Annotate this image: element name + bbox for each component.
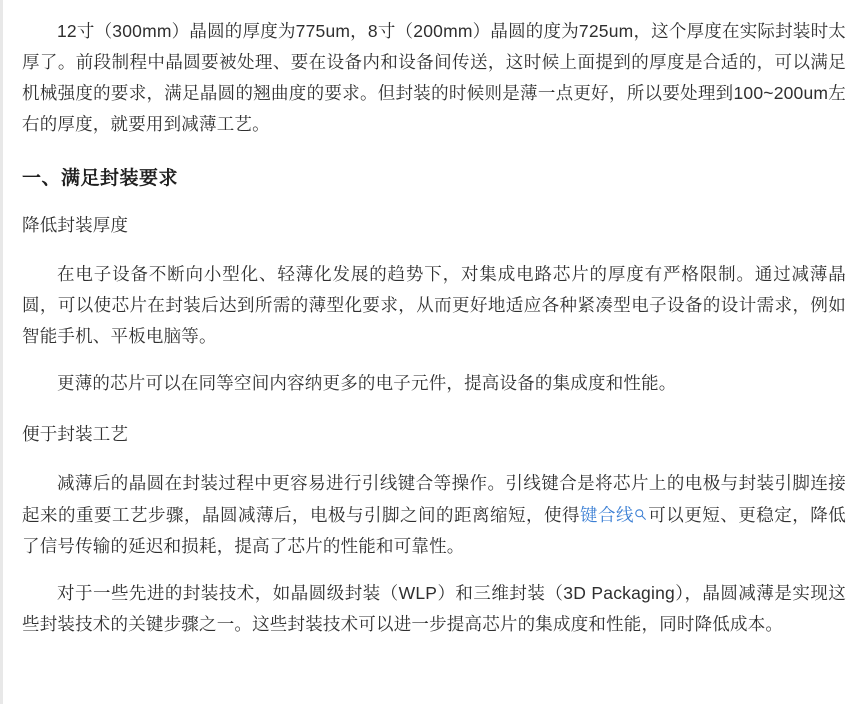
section-heading-one: 一、满足封装要求 bbox=[22, 167, 179, 189]
paragraph-body-three bbox=[22, 468, 846, 561]
inline-link-bonding-wire[interactable]: 键合线 bbox=[580, 504, 634, 525]
search-icon[interactable] bbox=[634, 508, 647, 521]
paragraph-body-three-part-a: 减薄后的晶圆在封装过程中更容易进行引线键合等操作。引线键合是将芯片上的电极与封装引脚连接起来的重要工艺步骤，晶圆减薄后，电极与引脚之间的距离缩短，使得 bbox=[22, 473, 846, 525]
paragraph-body-four: 对于一些先进的封装技术，如晶圆级封装（WLP）和三维封装（3D Packaging），晶圆减薄是实现这些封装技术的关键步骤之一。这些封装技术可以进一步提高芯片的集成度和性能，同时降低成本。 bbox=[22, 582, 846, 634]
paragraph-body-three-part-b: 可以更短、更稳定，降低了信号传输的延迟和损耗，提高了芯片的性能和可靠性。 bbox=[22, 504, 846, 556]
subheading-packaging-process: 便于封装工艺 bbox=[22, 424, 129, 445]
subheading-reduce-thickness: 降低封装厚度 bbox=[22, 214, 129, 235]
paragraph-body-one: 在电子设备不断向小型化、轻薄化发展的趋势下，对集成电路芯片的厚度有严格限制。通过减薄晶圆，可以使芯片在封装后达到所需的薄型化要求，从而更好地适应各种紧凑型电子设备的设计需求，例如智能手机、平板电脑等。 bbox=[22, 263, 846, 346]
paragraph-intro: 12寸（300mm）晶圆的厚度为775um，8寸（200mm）晶圆的度为725um，这个厚度在实际封装时太厚了。前段制程中晶圆要被处理、要在设备内和设备间传送，这时候上面提到的厚度是合适的，可以满足机械强度的要求，满足晶圆的翘曲度的要求。但封装的时候则是薄一点更好，所以要处理到100~200um左右的厚度，就要用到减薄工艺。 bbox=[22, 21, 846, 135]
paragraph-body-two: 更薄的芯片可以在同等空间内容纳更多的电子元件，提高设备的集成度和性能。 bbox=[57, 373, 677, 394]
left-margin-rule bbox=[0, 0, 3, 704]
